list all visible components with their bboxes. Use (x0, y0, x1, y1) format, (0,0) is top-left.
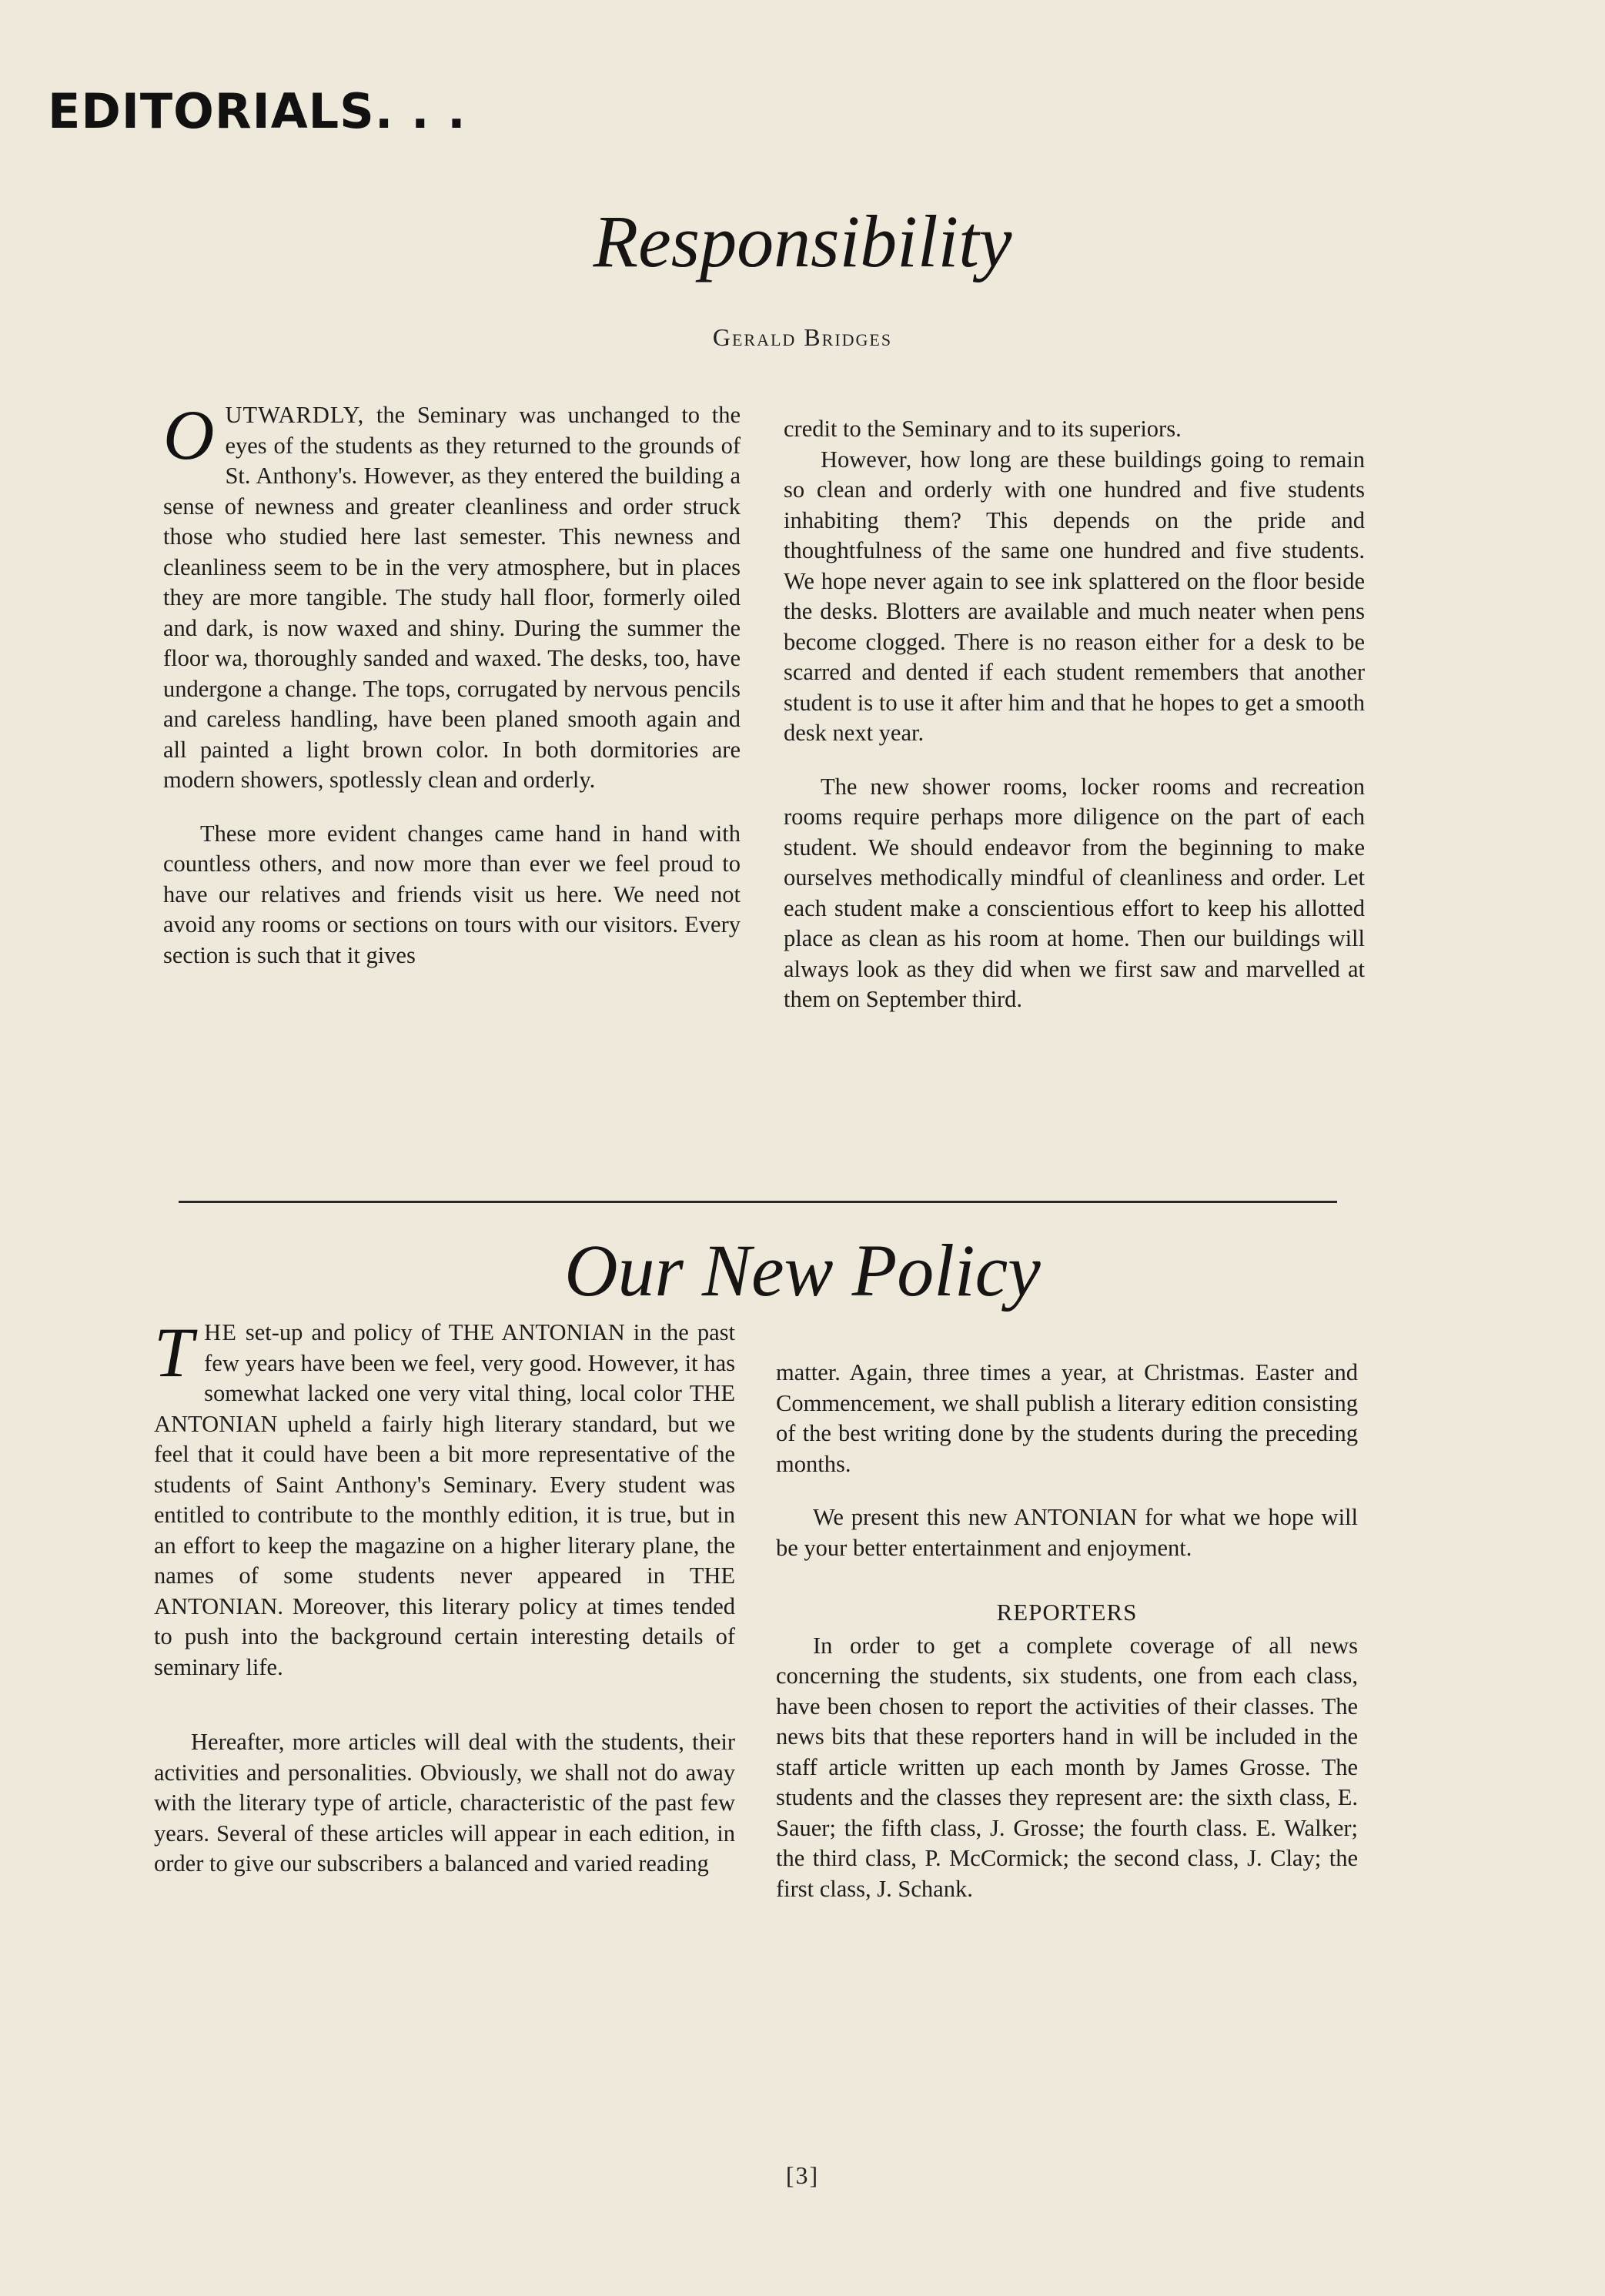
section-divider (179, 1201, 1337, 1203)
drop-cap: T (154, 1313, 194, 1392)
page-number: [3] (785, 2161, 820, 2189)
article1-left-column (163, 396, 741, 994)
lead-in: UTWARDLY, (225, 402, 365, 428)
article2-paragraph: In order to get a complete coverage of all news concerning the students, six students, one from each class, have been chosen to report the activities of their classes. The news bits that these reporters hand in will be included in the staff article written up each month by James Grosse. The students and the classes they represent are: the sixth class, E. Sauer; the fifth class, J. Grosse; the fourth class. E. Walker; the third class, P. McCormick; the second class, J. Clay; the first class, J. Schank. (776, 1632, 1358, 1902)
article1-paragraph: However, how long are these buildings going to remain so clean and orderly with one hundred and five students inhabiting them? This depends on the pride and thoughtfulness of the same one hundred and five students. We hope never again to see ink splattered on the floor beside the desks. Blotters are available and much neater when pens become clogged. There is no reason either for a desk to be scarred and dented if each student remembers that another student is to use it after him and that he hopes to get a smooth desk next year. (784, 446, 1365, 746)
lead-in: HE (204, 1319, 237, 1345)
article2-paragraph (154, 1313, 735, 1683)
drop-cap: O (163, 396, 215, 474)
article1-paragraph (163, 396, 741, 796)
article-title-our-new-policy: Our New Policy (564, 1229, 1041, 1312)
section-label: EDITORIALS. . . (48, 83, 466, 139)
article2-paragraph: We present this new ANTONIAN for what we hope will be your better entertainment and enjoyment. (776, 1504, 1358, 1561)
article2-paragraph: matter. Again, three times a year, at Christmas. Easter and Commencement, we shall publish a literary edition consisting of the best writing done by the students during the preceding months. (776, 1359, 1358, 1477)
paragraph-text: set-up and policy of THE ANTONIAN in the past few years have been we feel, very good. However, it has somewhat lacked one very vital thing, local color THE ANTONIAN upheld a fairly high literary standard, but we feel that it could have been a bit more representative of the students of Saint Anthony's Seminary. Every student was entitled to contribute to the monthly edition, it is true, but in an effort to keep the magazine on a higher literary plane, the names of some students never appeared in THE ANTONIAN. Moreover, this literary policy at times tended to push into the background certain interesting details of seminary life. (154, 1319, 735, 1680)
byline: Gerald Bridges (712, 323, 893, 351)
paragraph-text: the Seminary was unchanged to the eyes of the students as they returned to the grounds of St. Anthony's. However, as they entered the building a sense of newness and greater cleanliness and order struck those who studied here last semester. This newness and cleanliness seem to be in the very atmosphere, but in places they are more tangible. The study hall floor, formerly oiled and dark, is now waxed and shiny. During the summer the floor wa, thoroughly sanded and waxed. The desks, too, have undergone a change. The tops, corrugated by nervous pencils and careless handling, have been planed smooth again and all painted a light brown color. In both dormitories are modern showers, spotlessly clean and orderly. (163, 402, 741, 793)
article2-right-column (776, 1358, 1358, 1927)
article1-paragraph: These more evident changes came hand in hand with countless others, and now more than ever we feel proud to have our relatives and friends visit us here. We need not avoid any rooms or sections on tours with our visitors. Every section is such that it gives (163, 820, 741, 968)
article2-left-column (154, 1313, 735, 1903)
article-title-responsibility: Responsibility (593, 200, 1012, 282)
reporters-subheading: REPORTERS (996, 1599, 1138, 1626)
article1-paragraph: The new shower rooms, locker rooms and recreation rooms require perhaps more diligence on the part of each student. We should endeavor from the beginning to make ourselves methodically mindful of cleanliness and order. Let each student make a conscientious effort to keep his allotted place as clean as his room at home. Then our buildings will always look as they did when we first saw and marvelled at them on September third. (784, 773, 1365, 1012)
article1-right-column (784, 414, 1365, 1038)
article2-paragraph: Hereafter, more articles will deal with the students, their activities and personalities. Obviously, we shall not do away with the literary type of article, characteristic of the past few years. Several of these articles will appear in each edition, in order to give our subscribers a balanced and varied reading (154, 1729, 735, 1877)
article1-paragraph: credit to the Seminary and to its superiors. (784, 416, 1182, 442)
